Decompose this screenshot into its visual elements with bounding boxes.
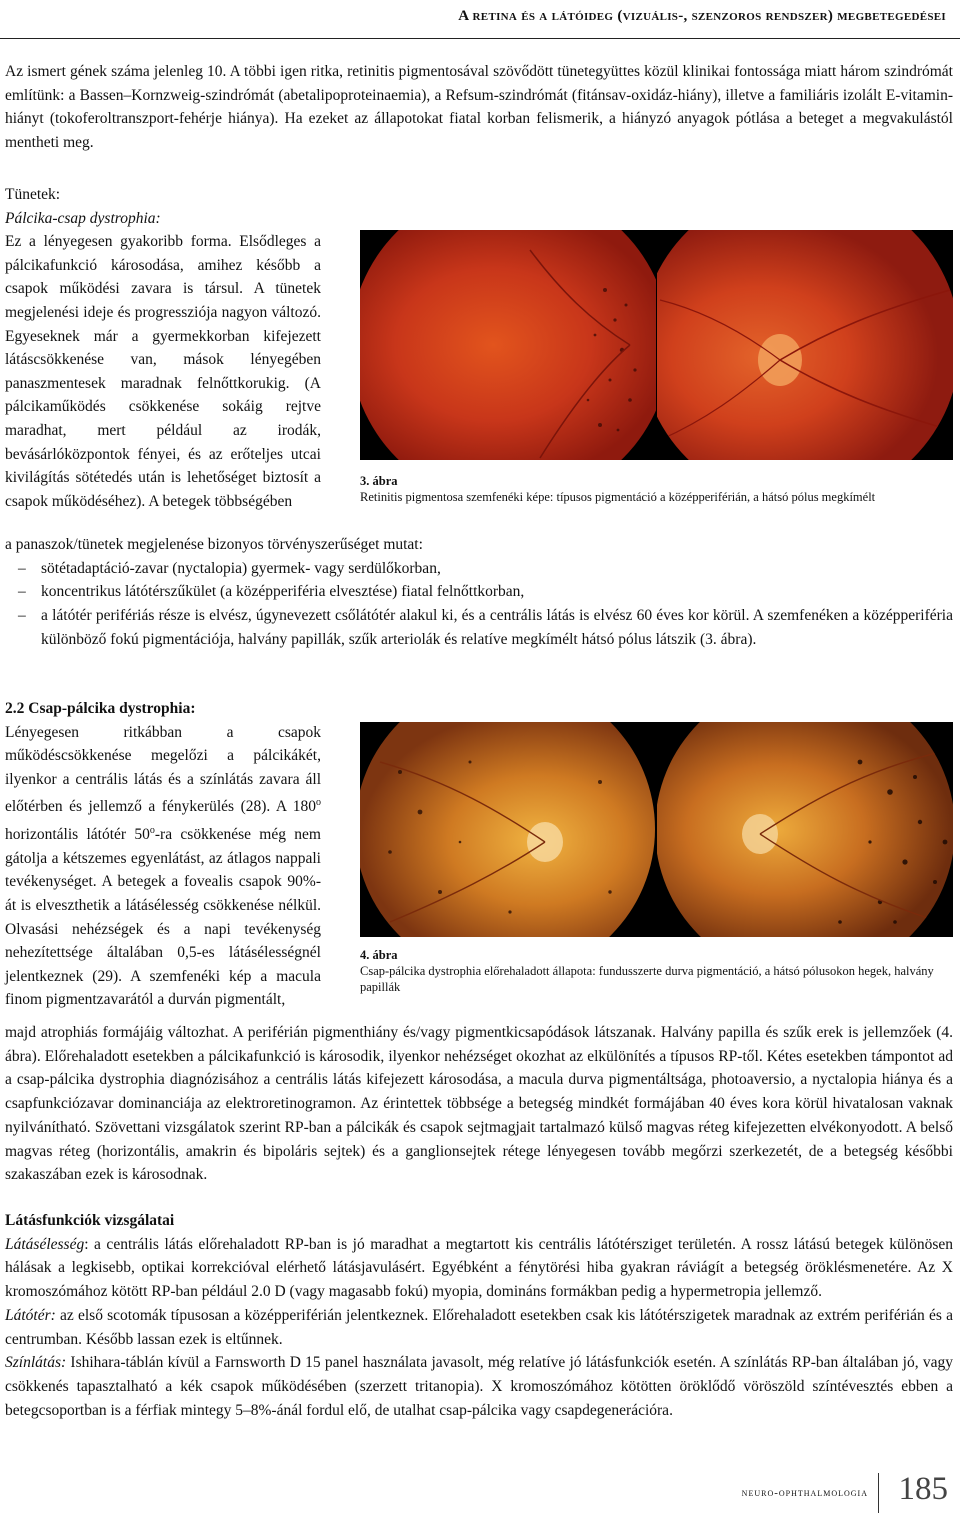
- figure-3-image: [360, 230, 953, 460]
- fundus-right: [657, 230, 953, 460]
- figure-4-number: 4. ábra: [360, 948, 398, 962]
- journal-name: neuro-ophthalmologia: [741, 1487, 868, 1499]
- symptoms-subheading: Pálcika-csap dystrophia:: [5, 209, 161, 227]
- symptoms-continuation: [5, 533, 953, 652]
- fundus-right: [657, 722, 953, 937]
- figure-3-number: 3. ábra: [360, 474, 398, 488]
- figure-3-caption: [360, 473, 955, 505]
- list-item: – a látótér perifériás része is elvész, úgynevezett csőlátótér alakul ki, és a centrális látás is elvész 60 éves kor körül. A szemfenéken a középperiféria különböző fokú pigmentációja, halvány papillák, szűk arteriolák és relatíve megkímélt hátsó pólus látszik (3. ábra).: [5, 604, 953, 651]
- figure-4-caption-text: Csap-pálcika dystrophia előrehaladott állapota: fundusszerte durva pigmentáció, a hátsó pólusokon hegek, halvány papillák: [360, 964, 934, 994]
- section-22-heading: 2.2 Csap-pálcika dystrophia:: [5, 700, 196, 717]
- visual-function-heading: Látásfunkciók vizsgálatai: [5, 1212, 175, 1229]
- symptoms-block: [5, 183, 321, 513]
- symptoms-wide-text: a panaszok/tünetek megjelenése bizonyos törvényszerűséget mutat:: [5, 536, 423, 553]
- section-22-wide-text: majd atrophiás formájáig változhat. A periférián pigmenthiány és/vagy pigmentkicsapódások látszanak. Halvány papilla és szűk erek is jellemzőek (4. ábra). Előrehaladott esetekben a pálcikafunkció is károsodik, ilyenkor nehézséget okozhat az elkülönítés a típusos RP-től. Kétes esetekben támpontot ad a csap-pálcika dystrophia diagnózisához a centrális látás kifejezett károsodása, a macula durva pigmentáltsága, photoaversio, a nyctalopia hiánya és a csapfunkciózavar dominanciája az elektroretinogramon. Az érintettek többsége a betegség mindkét formájában 40 éves kora körül hivatalosan vaknak nyilvánítható. Szövettani vizsgálatok szerint RP-ban a pálcikák és csapok sejtmagjait tartalmazó külső magvas réteg kifejezetten elvékonyodott. A belső magvas réteg (horizontális, amakrin és bipoláris sejtek) és a ganglionsejtek rétege lényegesen tovább megőrzi szerkezetét, de a betegség későbbi szakaszában ezek is károsodnak.: [5, 1024, 953, 1184]
- running-title: A retina és a látóideg (vizuális-, szenzoros rendszer) megbetegedései: [458, 8, 946, 24]
- figure-4-image: [360, 722, 953, 937]
- visual-function-section: [5, 1209, 953, 1422]
- field-paragraph: Látótér: az első scotomák típusosan a középperiférián jelentkeznek. Előrehaladott esetekben csak kis látótérszigetek maradnak az extrém periférián és a centrumban. Később lassan ezek is eltűnnek.: [5, 1306, 953, 1348]
- footer-divider: [878, 1473, 879, 1513]
- color-paragraph: Színlátás: Ishihara-táblán kívül a Farnsworth D 15 panel használata javasolt, még relatíve jó látásfunkciók esetén. A színlátás RP-ban általában jó, vagy csökkenés tapasztalható a kék csapok működésében (szerzett tritanopia). X kromoszómához kötötten öröklődő vöröszöld színtévesztés ebben a betegcsoportban is a férfiak mintegy 5–8%-ánál fordul elő, de utalhat csap-pálcika vagy csapdegenerációra.: [5, 1354, 953, 1419]
- symptoms-narrow-text: Ez a lényegesen gyakoribb forma. Elsődleges a pálcikafunkció károsodása, amihez később a csapok működési zavara is társul. A tünetek megjelenési ideje és progressziója nagyon változó. Egyeseknek már a gyermekkorban kifejezett látáscsökkenése van, mások lényegében panaszmentesek maradnak felnőttkorukig. (A pálcikaműködés csökkenése sokáig rejtve maradhat, mert például az irodák, bevásárlóközpontok fényei, és az erőteljes utcai kivilágítás sötétedés után is lehetőséget biztosít a csapok működéséhez). A betegek többségében: [5, 233, 321, 510]
- fundus-left: [360, 722, 656, 937]
- figure-4-caption: [360, 947, 955, 995]
- symptoms-heading: Tünetek:: [5, 186, 61, 203]
- intro-paragraph: Az ismert gének száma jelenleg 10. A többi igen ritka, retinitis pigmentosával szövődött tünetegyüttes közül klinikai fontossága miatt három szindrómát említünk: a Bassen–Kornzweig-szindrómát (abetalipoproteinaemia), a Refsum-szindrómát (fitánsav-oxidáz-hiány), illetve a familiáris izolált E-vitamin-hiányt (tokoferoltranszport-fehérje hiánya). Ha ezeket az állapotokat fiatal korban felismerik, a hiányzó anyagok pótlása a beteget a megvakulástól mentheti meg.: [5, 63, 953, 152]
- list-item: – koncentrikus látótérszűkület (a középperiféria elvesztése) fiatal felnőttkorban,: [5, 580, 953, 604]
- acuity-paragraph: Látásélesség: a centrális látás előrehaladott RP-ban is jó maradhat a megtartott kis centrális látótérsziget területén. A rossz látású betegek különösen hálásak a legkisebb, optikai korrekcióval elérhető látásjavulásért. Egyébként a fénytörési hiba gyakran ráviágít a betegség öröklésmenetére. Az X kromoszómához kötött RP-ban például 2.0 D (vagy magasabb fokú) myopia, domináns formákban pedig a hypermetropia jellemző.: [5, 1235, 953, 1301]
- section-22-block: [5, 697, 321, 1012]
- symptoms-list: [5, 557, 953, 652]
- page-number: 185: [898, 1471, 948, 1507]
- figure-3-caption-text: Retinitis pigmentosa szemfenéki képe: típusos pigmentáció a középperiférián, a hátsó pólus megkímélt: [360, 490, 876, 504]
- list-item: – sötétadaptáció-zavar (nyctalopia) gyermek- vagy serdülőkorban,: [5, 557, 953, 581]
- fundus-left: [360, 230, 656, 460]
- running-header: [0, 0, 960, 39]
- section-22-narrow-text: Lényegesen ritkábban a csapok működéscsökkenése megelőzi a pálcikákét, ilyenkor a centrális látás és a színlátás zavara áll előtérben és jellemző a fénykerülés (28). A 180$^o$ horizontális látótér 50$^o$-ra csökkenése még nem gátolja a kétszemes egyenlátást, az átlagos nappali tevékenységet. A betegek a fovealis csapok 90%-át is elveszthetik a látásélesség csökkenése nélkül. Olvasási nehézségek és a napi tevékenység nehezítettsége általában 0,5-es látásélességnél jelentkeznek (29). A szemfenéki kép a macula finom pigmentzavarától a durván pigmentált,: [5, 723, 321, 1009]
